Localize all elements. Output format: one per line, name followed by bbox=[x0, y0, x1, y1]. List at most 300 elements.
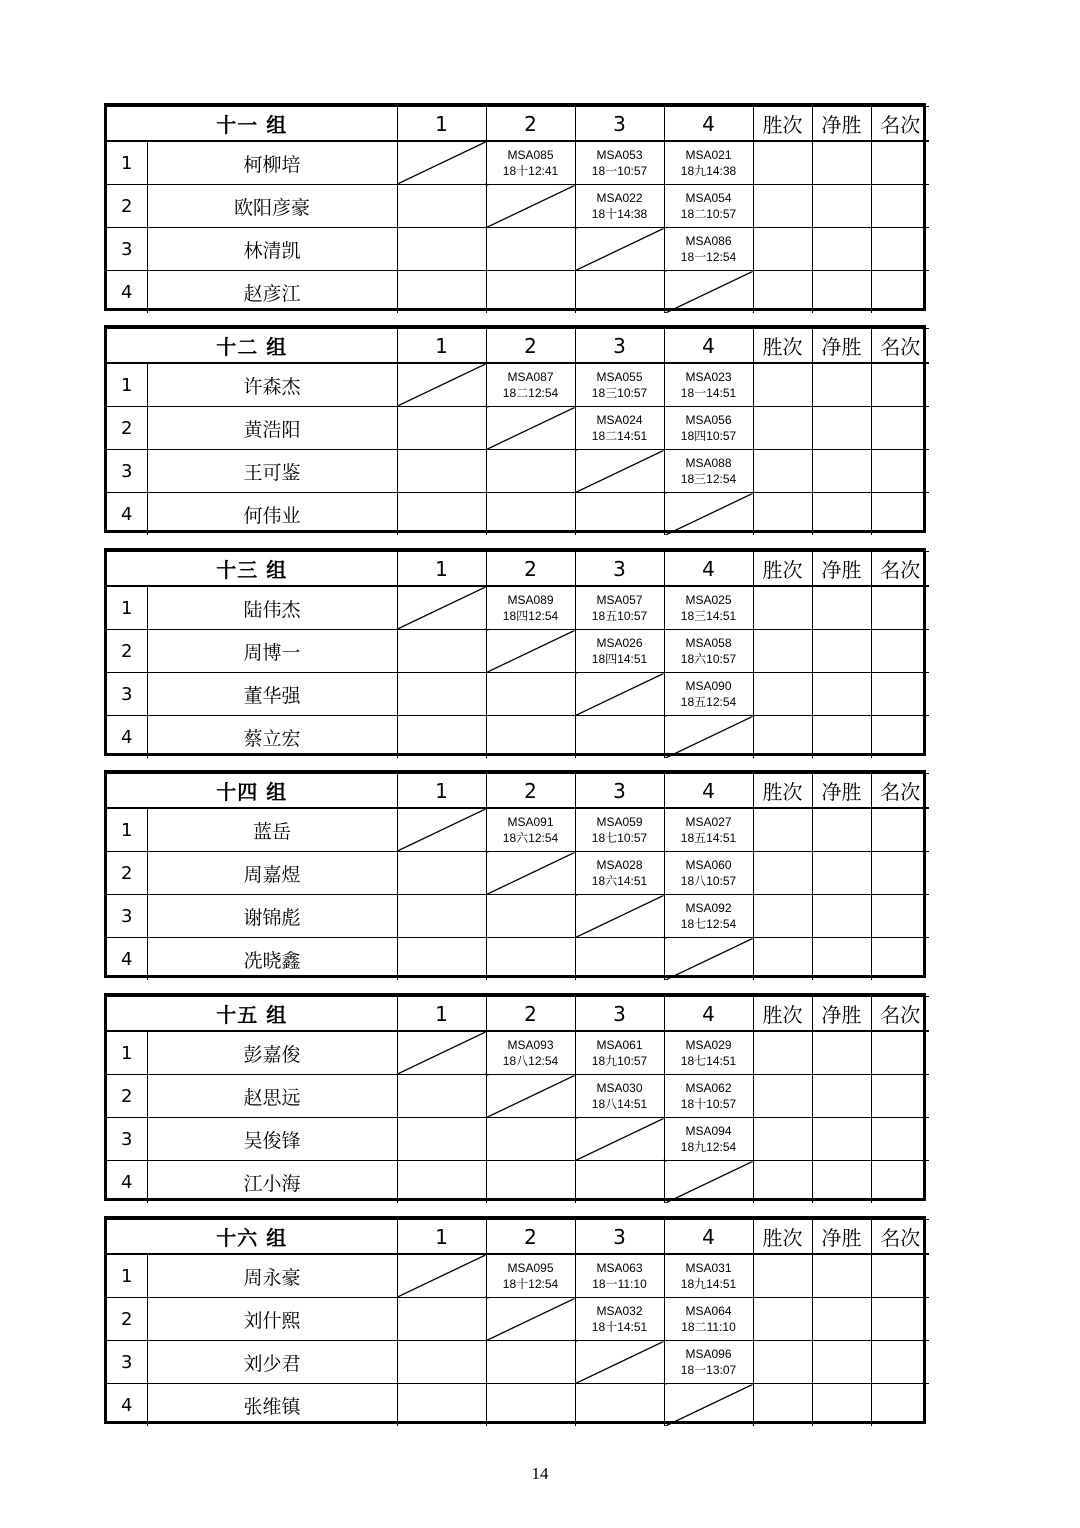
match-code: MSA054 bbox=[685, 191, 732, 205]
player-number: 2 bbox=[107, 1298, 147, 1341]
wins-cell bbox=[753, 450, 812, 493]
empty-cell bbox=[397, 493, 486, 536]
match-time: 18一10:57 bbox=[591, 164, 648, 178]
match-cell bbox=[575, 407, 664, 450]
match-code: MSA085 bbox=[507, 148, 554, 162]
column-header-player-4: 4 bbox=[664, 997, 753, 1032]
match-time: 18五14:51 bbox=[680, 831, 737, 845]
empty-cell bbox=[486, 716, 575, 759]
match-code: MSA057 bbox=[596, 593, 643, 607]
column-header-player-3: 3 bbox=[575, 329, 664, 364]
group-title: 十四 组 bbox=[107, 774, 397, 809]
empty-cell bbox=[575, 938, 664, 981]
wins-cell bbox=[753, 1298, 812, 1341]
wins-cell bbox=[753, 1075, 812, 1118]
empty-cell bbox=[397, 852, 486, 895]
wins-cell bbox=[753, 1161, 812, 1204]
table-row bbox=[107, 938, 929, 981]
rank-cell bbox=[871, 1031, 929, 1075]
net-wins-cell bbox=[812, 271, 871, 314]
player-number: 2 bbox=[107, 407, 147, 450]
match-time: 18二12:54 bbox=[502, 386, 559, 400]
empty-cell bbox=[397, 185, 486, 228]
match-cell bbox=[486, 586, 575, 630]
column-header-player-1: 1 bbox=[397, 774, 486, 809]
rank-cell bbox=[871, 1298, 929, 1341]
player-name: 赵彦江 bbox=[147, 271, 397, 314]
column-header-player-3: 3 bbox=[575, 552, 664, 587]
match-code: MSA022 bbox=[596, 191, 643, 205]
empty-cell bbox=[397, 228, 486, 271]
net-wins-cell bbox=[812, 808, 871, 852]
rank-cell bbox=[871, 1341, 929, 1384]
empty-cell bbox=[575, 1384, 664, 1427]
match-time: 18一13:07 bbox=[680, 1363, 737, 1377]
match-code: MSA087 bbox=[507, 370, 554, 384]
net-wins-cell bbox=[812, 1031, 871, 1075]
player-name: 欧阳彦豪 bbox=[147, 185, 397, 228]
match-cell bbox=[664, 895, 753, 938]
table-row bbox=[107, 271, 929, 314]
wins-cell bbox=[753, 141, 812, 185]
match-code: MSA096 bbox=[685, 1347, 732, 1361]
player-name: 许森杰 bbox=[147, 363, 397, 407]
wins-cell bbox=[753, 938, 812, 981]
diagonal-cell bbox=[486, 630, 575, 673]
match-time: 18三10:57 bbox=[591, 386, 648, 400]
column-header-player-2: 2 bbox=[486, 329, 575, 364]
wins-cell bbox=[753, 185, 812, 228]
match-time: 18三12:54 bbox=[680, 472, 737, 486]
net-wins-cell bbox=[812, 630, 871, 673]
match-cell bbox=[664, 141, 753, 185]
player-name: 何伟业 bbox=[147, 493, 397, 536]
wins-cell bbox=[753, 271, 812, 314]
table-row bbox=[107, 450, 929, 493]
player-name: 王可鉴 bbox=[147, 450, 397, 493]
player-name: 吴俊锋 bbox=[147, 1118, 397, 1161]
rank-cell bbox=[871, 586, 929, 630]
empty-cell bbox=[397, 450, 486, 493]
table-row bbox=[107, 185, 929, 228]
rank-cell bbox=[871, 1254, 929, 1298]
rank-cell bbox=[871, 673, 929, 716]
table-row bbox=[107, 1384, 929, 1427]
empty-cell bbox=[486, 1118, 575, 1161]
empty-cell bbox=[397, 1075, 486, 1118]
column-header-net-wins: 净胜 bbox=[812, 107, 871, 142]
diagonal-cell bbox=[664, 271, 753, 314]
match-time: 18九14:51 bbox=[680, 1277, 737, 1291]
player-name: 江小海 bbox=[147, 1161, 397, 1204]
table-row bbox=[107, 586, 929, 630]
wins-cell bbox=[753, 363, 812, 407]
player-name: 赵思远 bbox=[147, 1075, 397, 1118]
match-cell bbox=[664, 1118, 753, 1161]
rank-cell bbox=[871, 450, 929, 493]
match-time: 18十14:38 bbox=[591, 207, 648, 221]
match-code: MSA030 bbox=[596, 1081, 643, 1095]
empty-cell bbox=[486, 1341, 575, 1384]
diagonal-cell bbox=[397, 141, 486, 185]
column-header-rank: 名次 bbox=[871, 1220, 929, 1255]
rank-cell bbox=[871, 895, 929, 938]
diagonal-cell bbox=[664, 1384, 753, 1427]
wins-cell bbox=[753, 895, 812, 938]
player-number: 1 bbox=[107, 586, 147, 630]
match-time: 18七14:51 bbox=[680, 1054, 737, 1068]
player-name: 黄浩阳 bbox=[147, 407, 397, 450]
net-wins-cell bbox=[812, 1254, 871, 1298]
match-code: MSA029 bbox=[685, 1038, 732, 1052]
empty-cell bbox=[397, 673, 486, 716]
diagonal-cell bbox=[397, 586, 486, 630]
empty-cell bbox=[575, 716, 664, 759]
diagonal-cell bbox=[486, 185, 575, 228]
column-header-player-4: 4 bbox=[664, 774, 753, 809]
match-code: MSA094 bbox=[685, 1124, 732, 1138]
player-number: 3 bbox=[107, 1118, 147, 1161]
match-code: MSA086 bbox=[685, 234, 732, 248]
empty-cell bbox=[397, 630, 486, 673]
rank-cell bbox=[871, 938, 929, 981]
column-header-wins: 胜次 bbox=[753, 329, 812, 364]
match-time: 18十12:41 bbox=[502, 164, 559, 178]
table-row bbox=[107, 141, 929, 185]
match-code: MSA089 bbox=[507, 593, 554, 607]
match-time: 18六10:57 bbox=[680, 652, 737, 666]
player-number: 4 bbox=[107, 271, 147, 314]
match-cell bbox=[664, 185, 753, 228]
match-time: 18十14:51 bbox=[591, 1320, 648, 1334]
net-wins-cell bbox=[812, 1341, 871, 1384]
rank-cell bbox=[871, 271, 929, 314]
empty-cell bbox=[397, 1161, 486, 1204]
table-row bbox=[107, 407, 929, 450]
wins-cell bbox=[753, 1254, 812, 1298]
player-name: 林清凯 bbox=[147, 228, 397, 271]
match-cell bbox=[664, 808, 753, 852]
match-time: 18九14:38 bbox=[680, 164, 737, 178]
player-name: 周博一 bbox=[147, 630, 397, 673]
match-cell bbox=[664, 1254, 753, 1298]
match-code: MSA060 bbox=[685, 858, 732, 872]
diagonal-cell bbox=[664, 938, 753, 981]
group-table bbox=[104, 1216, 926, 1424]
empty-cell bbox=[486, 271, 575, 314]
match-cell bbox=[664, 1031, 753, 1075]
empty-cell bbox=[486, 895, 575, 938]
match-cell bbox=[486, 1031, 575, 1075]
wins-cell bbox=[753, 716, 812, 759]
wins-cell bbox=[753, 1341, 812, 1384]
rank-cell bbox=[871, 1118, 929, 1161]
player-number: 3 bbox=[107, 1341, 147, 1384]
column-header-player-1: 1 bbox=[397, 107, 486, 142]
empty-cell bbox=[575, 493, 664, 536]
diagonal-cell bbox=[486, 1075, 575, 1118]
match-code: MSA026 bbox=[596, 636, 643, 650]
match-code: MSA061 bbox=[596, 1038, 643, 1052]
diagonal-cell bbox=[397, 1031, 486, 1075]
column-header-wins: 胜次 bbox=[753, 107, 812, 142]
match-cell bbox=[664, 1075, 753, 1118]
player-name: 柯柳培 bbox=[147, 141, 397, 185]
match-code: MSA024 bbox=[596, 413, 643, 427]
column-header-player-1: 1 bbox=[397, 997, 486, 1032]
diagonal-cell bbox=[575, 673, 664, 716]
diagonal-cell bbox=[486, 407, 575, 450]
match-code: MSA092 bbox=[685, 901, 732, 915]
match-code: MSA059 bbox=[596, 815, 643, 829]
net-wins-cell bbox=[812, 1384, 871, 1427]
match-code: MSA062 bbox=[685, 1081, 732, 1095]
empty-cell bbox=[397, 895, 486, 938]
player-name: 刘少君 bbox=[147, 1341, 397, 1384]
match-cell bbox=[575, 141, 664, 185]
match-cell bbox=[575, 363, 664, 407]
net-wins-cell bbox=[812, 852, 871, 895]
player-number: 4 bbox=[107, 493, 147, 536]
player-name: 周嘉煜 bbox=[147, 852, 397, 895]
match-code: MSA088 bbox=[685, 456, 732, 470]
column-header-player-3: 3 bbox=[575, 107, 664, 142]
rank-cell bbox=[871, 808, 929, 852]
table-row bbox=[107, 493, 929, 536]
column-header-wins: 胜次 bbox=[753, 1220, 812, 1255]
column-header-player-3: 3 bbox=[575, 1220, 664, 1255]
empty-cell bbox=[397, 1118, 486, 1161]
match-time: 18七12:54 bbox=[680, 917, 737, 931]
rank-cell bbox=[871, 630, 929, 673]
match-time: 18四12:54 bbox=[502, 609, 559, 623]
column-header-rank: 名次 bbox=[871, 774, 929, 809]
player-number: 4 bbox=[107, 716, 147, 759]
match-cell bbox=[664, 852, 753, 895]
column-header-player-1: 1 bbox=[397, 552, 486, 587]
wins-cell bbox=[753, 1031, 812, 1075]
column-header-player-1: 1 bbox=[397, 329, 486, 364]
match-cell bbox=[575, 852, 664, 895]
wins-cell bbox=[753, 630, 812, 673]
match-time: 18六14:51 bbox=[591, 874, 648, 888]
empty-cell bbox=[397, 1341, 486, 1384]
wins-cell bbox=[753, 808, 812, 852]
empty-cell bbox=[397, 716, 486, 759]
match-cell bbox=[664, 228, 753, 271]
match-time: 18二10:57 bbox=[680, 207, 737, 221]
rank-cell bbox=[871, 1384, 929, 1427]
column-header-rank: 名次 bbox=[871, 552, 929, 587]
group-table bbox=[104, 770, 926, 978]
column-header-player-2: 2 bbox=[486, 107, 575, 142]
rank-cell bbox=[871, 1161, 929, 1204]
net-wins-cell bbox=[812, 938, 871, 981]
column-header-net-wins: 净胜 bbox=[812, 552, 871, 587]
player-number: 1 bbox=[107, 141, 147, 185]
match-time: 18三14:51 bbox=[680, 609, 737, 623]
group-title: 十一 组 bbox=[107, 107, 397, 142]
column-header-wins: 胜次 bbox=[753, 552, 812, 587]
table-row bbox=[107, 1075, 929, 1118]
diagonal-cell bbox=[664, 1161, 753, 1204]
match-cell bbox=[486, 363, 575, 407]
player-number: 2 bbox=[107, 185, 147, 228]
diagonal-cell bbox=[486, 852, 575, 895]
group-table bbox=[104, 325, 926, 533]
diagonal-cell bbox=[397, 363, 486, 407]
table-row bbox=[107, 895, 929, 938]
net-wins-cell bbox=[812, 407, 871, 450]
diagonal-cell bbox=[575, 895, 664, 938]
group-table bbox=[104, 103, 926, 311]
match-code: MSA031 bbox=[685, 1261, 732, 1275]
player-name: 谢锦彪 bbox=[147, 895, 397, 938]
match-code: MSA064 bbox=[685, 1304, 732, 1318]
match-code: MSA095 bbox=[507, 1261, 554, 1275]
table-row bbox=[107, 808, 929, 852]
match-code: MSA055 bbox=[596, 370, 643, 384]
diagonal-cell bbox=[486, 1298, 575, 1341]
match-cell bbox=[664, 1341, 753, 1384]
net-wins-cell bbox=[812, 716, 871, 759]
match-time: 18一14:51 bbox=[680, 386, 737, 400]
column-header-rank: 名次 bbox=[871, 997, 929, 1032]
empty-cell bbox=[397, 271, 486, 314]
rank-cell bbox=[871, 185, 929, 228]
player-number: 4 bbox=[107, 1384, 147, 1427]
net-wins-cell bbox=[812, 363, 871, 407]
table-row bbox=[107, 630, 929, 673]
net-wins-cell bbox=[812, 141, 871, 185]
diagonal-cell bbox=[664, 716, 753, 759]
empty-cell bbox=[397, 407, 486, 450]
page-number: 14 bbox=[531, 1464, 549, 1483]
wins-cell bbox=[753, 228, 812, 271]
match-time: 18九12:54 bbox=[680, 1140, 737, 1154]
player-name: 蓝岳 bbox=[147, 808, 397, 852]
wins-cell bbox=[753, 493, 812, 536]
match-cell bbox=[575, 1254, 664, 1298]
net-wins-cell bbox=[812, 1298, 871, 1341]
table-row bbox=[107, 716, 929, 759]
table-row bbox=[107, 1298, 929, 1341]
player-number: 3 bbox=[107, 673, 147, 716]
net-wins-cell bbox=[812, 895, 871, 938]
wins-cell bbox=[753, 673, 812, 716]
player-number: 1 bbox=[107, 1031, 147, 1075]
column-header-player-3: 3 bbox=[575, 774, 664, 809]
group-title: 十三 组 bbox=[107, 552, 397, 587]
column-header-player-4: 4 bbox=[664, 329, 753, 364]
player-name: 周永豪 bbox=[147, 1254, 397, 1298]
net-wins-cell bbox=[812, 673, 871, 716]
match-cell bbox=[575, 630, 664, 673]
table-row bbox=[107, 228, 929, 271]
match-time: 18四14:51 bbox=[591, 652, 648, 666]
match-time: 18五12:54 bbox=[680, 695, 737, 709]
match-cell bbox=[575, 1031, 664, 1075]
net-wins-cell bbox=[812, 493, 871, 536]
diagonal-cell bbox=[575, 1341, 664, 1384]
match-code: MSA032 bbox=[596, 1304, 643, 1318]
rank-cell bbox=[871, 228, 929, 271]
match-code: MSA058 bbox=[685, 636, 732, 650]
net-wins-cell bbox=[812, 1161, 871, 1204]
match-code: MSA021 bbox=[685, 148, 732, 162]
match-cell bbox=[575, 1075, 664, 1118]
match-time: 18六12:54 bbox=[502, 831, 559, 845]
match-time: 18二11:10 bbox=[681, 1320, 736, 1334]
player-name: 陆伟杰 bbox=[147, 586, 397, 630]
column-header-net-wins: 净胜 bbox=[812, 774, 871, 809]
diagonal-cell bbox=[575, 450, 664, 493]
empty-cell bbox=[397, 1298, 486, 1341]
player-number: 2 bbox=[107, 1075, 147, 1118]
match-time: 18四10:57 bbox=[680, 429, 737, 443]
match-time: 18一12:54 bbox=[680, 250, 737, 264]
column-header-player-4: 4 bbox=[664, 107, 753, 142]
diagonal-cell bbox=[664, 493, 753, 536]
match-code: MSA028 bbox=[596, 858, 643, 872]
match-cell bbox=[486, 141, 575, 185]
rank-cell bbox=[871, 363, 929, 407]
wins-cell bbox=[753, 852, 812, 895]
player-number: 1 bbox=[107, 808, 147, 852]
table-row bbox=[107, 363, 929, 407]
player-number: 4 bbox=[107, 938, 147, 981]
empty-cell bbox=[486, 938, 575, 981]
match-cell bbox=[575, 1298, 664, 1341]
rank-cell bbox=[871, 493, 929, 536]
empty-cell bbox=[486, 1384, 575, 1427]
net-wins-cell bbox=[812, 1075, 871, 1118]
column-header-net-wins: 净胜 bbox=[812, 997, 871, 1032]
match-cell bbox=[575, 185, 664, 228]
column-header-net-wins: 净胜 bbox=[812, 1220, 871, 1255]
group-title: 十五 组 bbox=[107, 997, 397, 1032]
match-time: 18八12:54 bbox=[502, 1054, 559, 1068]
column-header-rank: 名次 bbox=[871, 329, 929, 364]
player-number: 4 bbox=[107, 1161, 147, 1204]
group-table bbox=[104, 993, 926, 1201]
net-wins-cell bbox=[812, 1118, 871, 1161]
match-cell bbox=[664, 407, 753, 450]
empty-cell bbox=[575, 271, 664, 314]
empty-cell bbox=[397, 938, 486, 981]
player-number: 3 bbox=[107, 228, 147, 271]
wins-cell bbox=[753, 1118, 812, 1161]
empty-cell bbox=[486, 1161, 575, 1204]
column-header-player-1: 1 bbox=[397, 1220, 486, 1255]
match-cell bbox=[664, 630, 753, 673]
table-row bbox=[107, 1118, 929, 1161]
column-header-player-4: 4 bbox=[664, 1220, 753, 1255]
match-code: MSA093 bbox=[507, 1038, 554, 1052]
diagonal-cell bbox=[397, 808, 486, 852]
match-cell bbox=[664, 586, 753, 630]
player-name: 冼晓鑫 bbox=[147, 938, 397, 981]
column-header-wins: 胜次 bbox=[753, 774, 812, 809]
player-name: 彭嘉俊 bbox=[147, 1031, 397, 1075]
table-row bbox=[107, 1341, 929, 1384]
match-cell bbox=[575, 586, 664, 630]
match-time: 18一11:10 bbox=[592, 1277, 647, 1291]
column-header-wins: 胜次 bbox=[753, 997, 812, 1032]
rank-cell bbox=[871, 407, 929, 450]
diagonal-cell bbox=[575, 228, 664, 271]
table-row bbox=[107, 1254, 929, 1298]
